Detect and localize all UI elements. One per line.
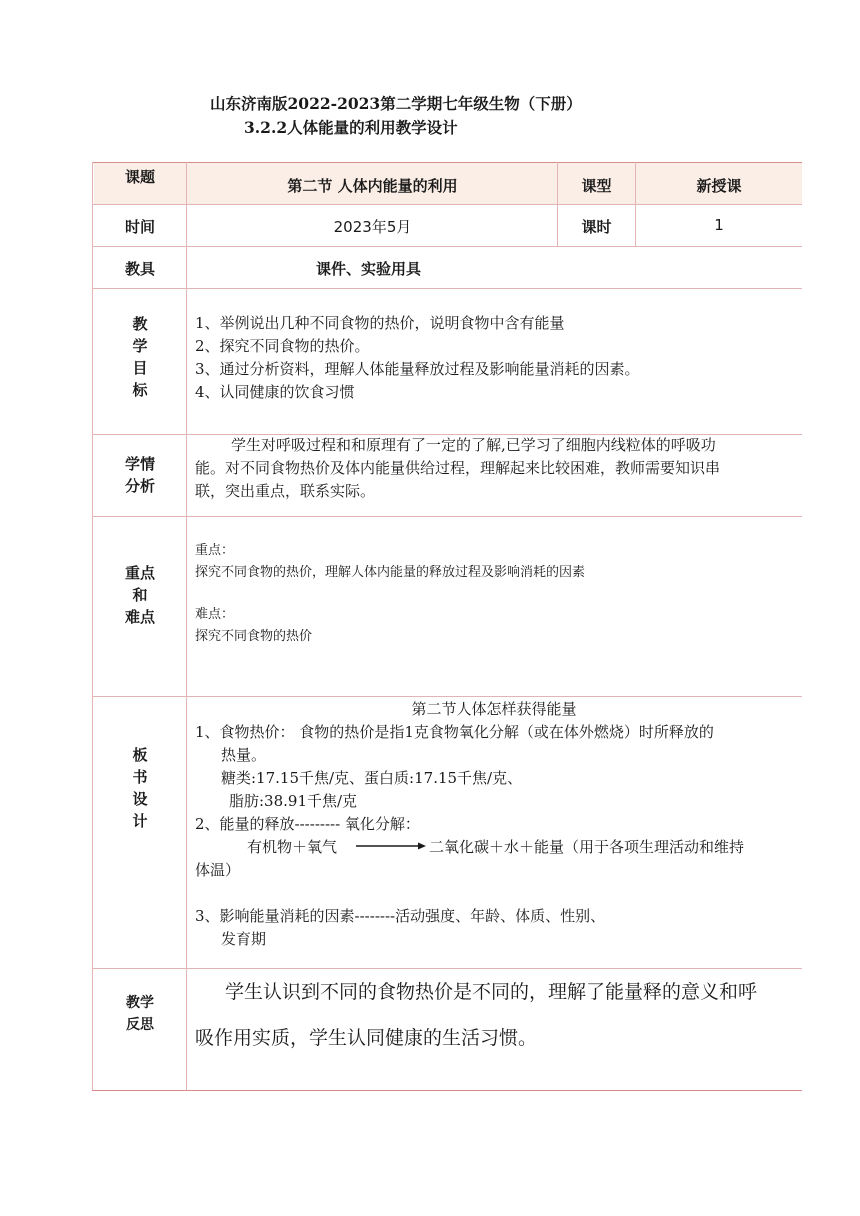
label-objectives: 教 学 目 标 [132,315,148,399]
key-text: 探究不同食物的热价，理解人体内能量的释放过程及影响消耗的因素 [195,565,586,580]
document-title: 山东济南版2022-2023第二学期七年级生物（下册） [210,94,582,113]
value-tools: 课件、实验用具 [316,260,422,278]
list-item: 1、举例说出几种不同食物的热价，说明食物中含有能量 [195,314,565,332]
list-item: 4、认同健康的饮食习惯 [195,383,355,401]
label-reflection: 教学 反思 [126,995,154,1033]
key-title: 重点： [195,543,235,558]
document-subtitle: 3.2.2人体能量的利用教学设计 [244,118,458,137]
board-content: 1、食物热价： 食物的热价是指1克食物氧化分解（或在体外燃烧）时所释放的 热量。 糖类:17.15千焦/克、蛋白质:17.15千焦/克、 脂肪:38.91千焦/克 2、能量的释放--------- 氧化分解： 有机物＋氧气 二氧化碳＋水＋能量（用于各项生理活动和维持 体温） 3、影响能量消耗的因素--------活动强度、年龄、体质、性别、 发育期 [195,723,745,948]
value-periods: 1 [714,216,724,234]
reflection-text: 学生认识到不同的食物热价是不同的，理解了能量释的意义和呼 吸作用实质，学生认同健康的生活习惯。 [195,981,758,1049]
list-item: 2、探究不同食物的热价。 [195,337,370,355]
label-time: 时间 [124,218,155,236]
list-item: 3、通过分析资料，理解人体能量释放过程及影响能量消耗的因素。 [195,360,640,378]
label-topic: 课题 [124,168,155,186]
value-time: 2023年5月 [333,218,412,236]
diff-title: 难点： [195,607,235,622]
label-keypoints: 重点 和 难点 [124,564,155,626]
analysis-text: 学生对呼吸过程和和原理有了一定的了解,已学习了细胞内线粒体的呼吸功 能。对不同食物热价及体内能量供给过程，理解起来比较困难，教师需要知识串 联，突出重点，联系实际。 [195,436,721,500]
label-lesson-type: 课型 [581,177,612,195]
label-tools: 教具 [124,260,155,278]
value-topic: 第二节 人体内能量的利用 [287,177,458,195]
label-board: 板 书 设 计 [132,746,148,830]
label-analysis: 学情 分析 [124,455,155,495]
keypoints-text [195,541,795,647]
board-heading: 第二节人体怎样获得能量 [411,700,577,718]
diff-text: 探究不同食物的热价 [195,629,313,644]
objectives-list [195,312,795,404]
value-lesson-type: 新授课 [696,177,742,195]
label-periods: 课时 [581,218,612,236]
arrow-icon [356,841,426,851]
